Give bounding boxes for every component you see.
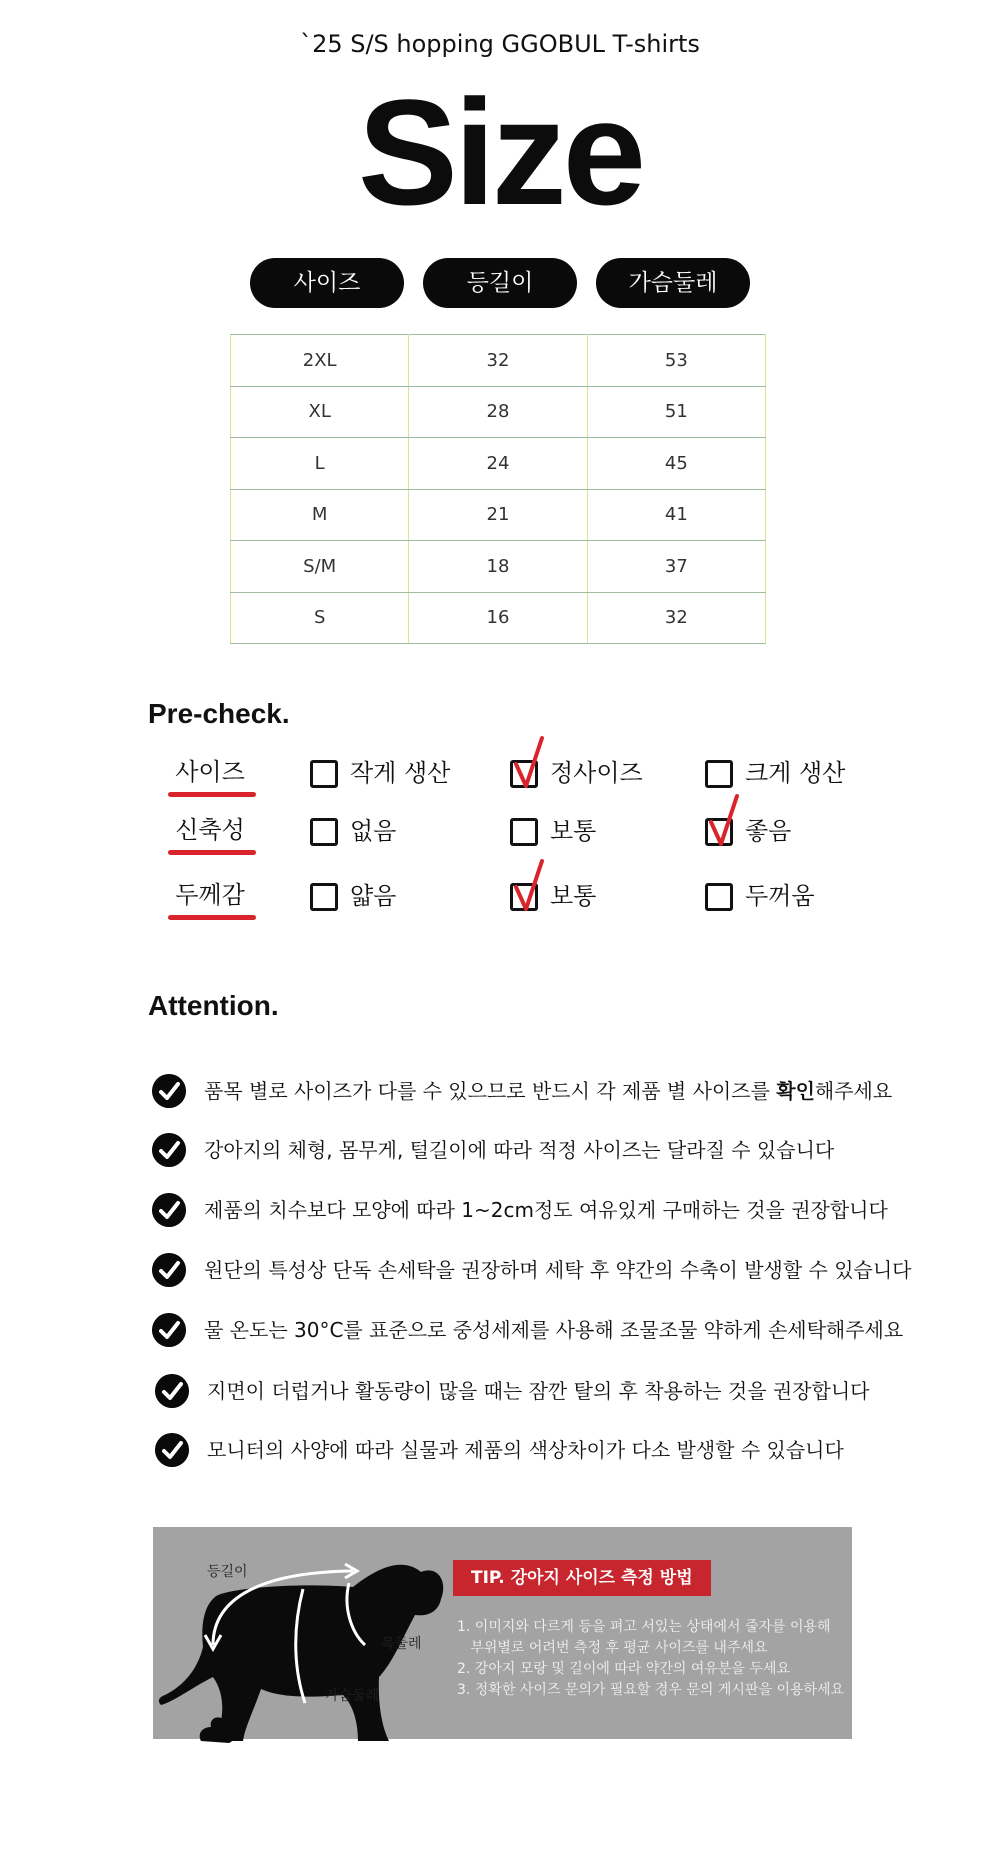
table-row — [231, 489, 766, 541]
checkbox[interactable] — [705, 760, 733, 788]
option-label: 없음 — [350, 817, 397, 845]
checkbox[interactable] — [310, 760, 338, 788]
option-label: 얇음 — [350, 882, 397, 910]
attention-text-main: 원단의 특성상 단독 손세탁을 권장하며 세탁 후 약간의 수축이 발생할 수 있습니다 — [204, 1258, 912, 1282]
table-row — [231, 335, 766, 387]
precheck-row — [150, 875, 870, 925]
tip-badge: TIP. 강아지 사이즈 측정 방법 — [453, 1560, 711, 1596]
table-cell: 53 — [587, 335, 765, 387]
precheck-label-text: 두께감 — [175, 881, 245, 909]
attention-text-bold: 확인 — [776, 1079, 815, 1103]
attention-text — [207, 1431, 844, 1469]
option-label: 정사이즈 — [550, 759, 643, 787]
attention-text-main: 품목 별로 사이즈가 다를 수 있으므로 반드시 각 제품 별 사이즈를 — [204, 1079, 777, 1103]
table-cell: M — [231, 489, 409, 541]
tip-list — [457, 1617, 845, 1701]
attention-item — [152, 1191, 912, 1231]
size-column-headers — [250, 258, 750, 308]
attention-text-main: 모니터의 사양에 따라 실물과 제품의 색상차이가 다소 발생할 수 있습니다 — [207, 1438, 844, 1462]
tip-line: 부위별로 어려번 측정 후 평균 사이즈를 내주세요 — [457, 1640, 768, 1656]
precheck-title: Pre-check. — [148, 698, 290, 729]
attention-item — [152, 1311, 912, 1351]
check-circle-icon — [152, 1253, 186, 1287]
attention-item — [155, 1431, 915, 1471]
table-cell: 51 — [587, 386, 765, 438]
table-cell: 2XL — [231, 335, 409, 387]
check-circle-icon — [152, 1313, 186, 1347]
attention-text-main: 지면이 더럽거나 활동량이 많을 때는 잠깐 탈의 후 착용하는 것을 권장합니다 — [207, 1379, 870, 1403]
checkbox[interactable] — [510, 818, 538, 846]
attention-text-main: 강아지의 체형, 몸무게, 털길이에 따라 적정 사이즈는 달라질 수 있습니다 — [204, 1138, 835, 1162]
precheck-row — [150, 752, 870, 802]
check-circle-icon — [155, 1374, 189, 1408]
table-cell: 18 — [409, 541, 587, 593]
precheck-row-label — [150, 875, 270, 915]
table-cell: 32 — [409, 335, 587, 387]
checkmark-icon — [512, 857, 552, 917]
checkbox[interactable] — [310, 883, 338, 911]
attention-item — [155, 1372, 915, 1412]
table-cell: 21 — [409, 489, 587, 541]
attention-text-main: 제품의 치수보다 모양에 따라 1~2cm정도 여유있게 구매하는 것을 권장합니다 — [204, 1198, 888, 1222]
precheck-row-label — [150, 810, 270, 850]
attention-item — [152, 1072, 912, 1112]
attention-title: Attention. — [148, 990, 279, 1021]
checkbox[interactable] — [705, 883, 733, 911]
attention-text — [207, 1372, 870, 1410]
tip-line: 2. 강아지 모랑 및 길이에 따라 약간의 여유분을 두세요 — [457, 1661, 790, 1677]
attention-text-suffix: 해주세요 — [814, 1079, 893, 1103]
page-title: Size — [357, 68, 643, 236]
table-cell: 28 — [409, 386, 587, 438]
option-label: 크게 생산 — [745, 759, 846, 787]
attention-item — [152, 1131, 912, 1171]
table-cell: L — [231, 438, 409, 490]
chest-label: 가슴둘레 — [325, 1688, 380, 1704]
attention-text — [204, 1251, 912, 1289]
table-cell: 24 — [409, 438, 587, 490]
table-cell: 41 — [587, 489, 765, 541]
table-cell: 16 — [409, 592, 587, 644]
attention-text — [204, 1191, 888, 1229]
table-cell: S — [231, 592, 409, 644]
table-cell: 37 — [587, 541, 765, 593]
check-circle-icon — [152, 1074, 186, 1108]
option-label: 작게 생산 — [350, 759, 451, 787]
checkbox[interactable] — [310, 818, 338, 846]
table-cell: S/M — [231, 541, 409, 593]
check-circle-icon — [152, 1193, 186, 1227]
check-circle-icon — [152, 1133, 186, 1167]
attention-item — [152, 1251, 912, 1291]
label-underline — [168, 915, 256, 920]
checkmark-icon — [707, 792, 747, 852]
page-subtitle: `25 S/S hopping GGOBUL T-shirts — [300, 30, 700, 58]
table-row — [231, 541, 766, 593]
check-circle-icon — [155, 1433, 189, 1467]
neck-label: 목둘레 — [381, 1636, 422, 1652]
attention-text — [204, 1131, 834, 1169]
precheck-row-label — [150, 752, 270, 792]
option-label: 보통 — [550, 817, 597, 845]
column-header-back-length: 등길이 — [423, 258, 577, 308]
precheck-label-text: 신축성 — [175, 816, 245, 844]
tip-line: 3. 정확한 사이즈 문의가 필요할 경우 문의 게시판을 이용하세요 — [457, 1682, 845, 1698]
tip-panel — [153, 1527, 852, 1739]
column-header-size: 사이즈 — [250, 258, 404, 308]
option-label: 두꺼움 — [745, 882, 815, 910]
precheck-label-text: 사이즈 — [175, 758, 245, 786]
label-underline — [168, 850, 256, 855]
size-table — [230, 334, 766, 644]
back-length-label: 등길이 — [207, 1564, 248, 1580]
attention-text-main: 물 온도는 30°C를 표준으로 중성세제를 사용해 조물조물 약하게 손세탁해주세요 — [204, 1318, 904, 1342]
table-row — [231, 592, 766, 644]
label-underline — [168, 792, 256, 797]
table-cell: XL — [231, 386, 409, 438]
table-row — [231, 438, 766, 490]
checkmark-icon — [512, 734, 552, 794]
option-label: 보통 — [550, 882, 597, 910]
table-cell: 32 — [587, 592, 765, 644]
table-row — [231, 386, 766, 438]
table-cell: 45 — [587, 438, 765, 490]
precheck-row — [150, 810, 870, 860]
attention-text — [204, 1072, 892, 1110]
tip-line: 1. 이미지와 다르게 등을 펴고 서있는 상태에서 줄자를 이용해 — [457, 1619, 831, 1635]
attention-text — [204, 1311, 903, 1349]
option-label: 좋음 — [745, 817, 792, 845]
column-header-chest: 가슴둘레 — [596, 258, 750, 308]
